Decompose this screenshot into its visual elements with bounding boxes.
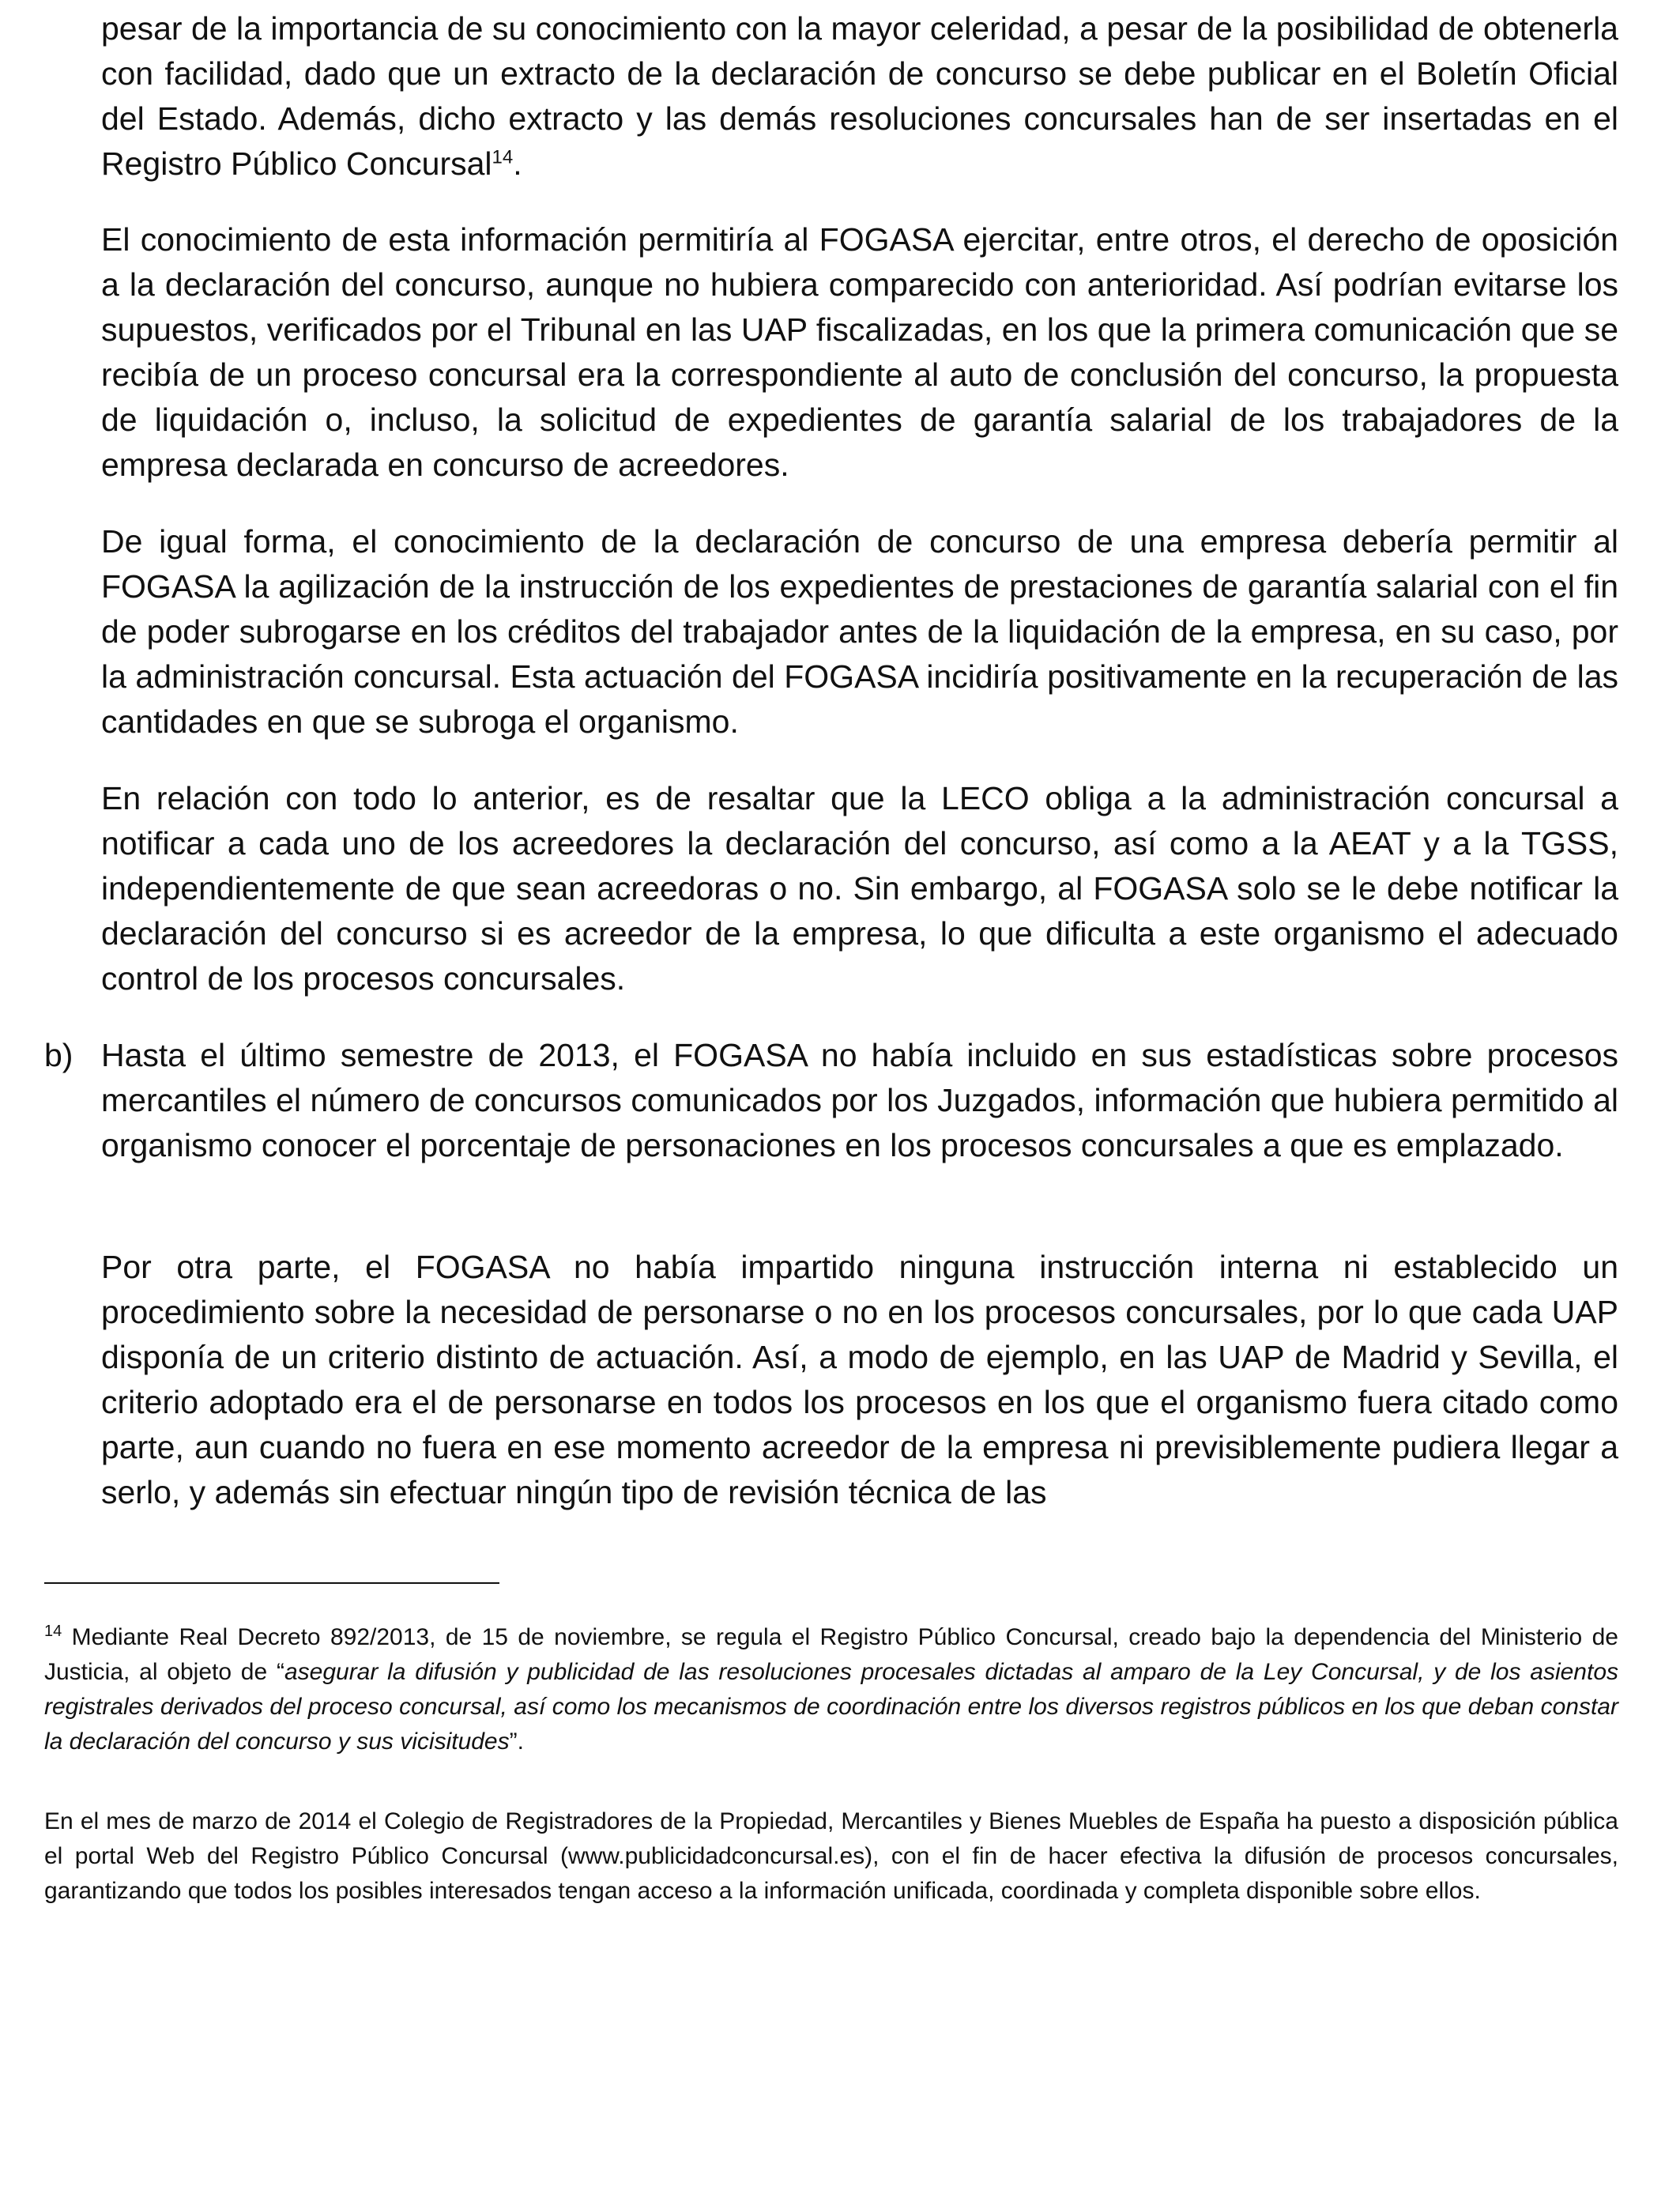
list-item-b bbox=[44, 1033, 1618, 1168]
footnote-quote: asegurar la difusión y publicidad de las resoluciones procesales dictadas al amparo de la Ley Concursal, y de los asientos registrales derivados del proceso concursal, así como los mecanismos de coordinación entre los diversos registros públicos en los que deban constar la declaración del concurso y sus vicisitudes bbox=[44, 1659, 1619, 1755]
footnote-14 bbox=[44, 1620, 1618, 1759]
footnote-tail: ”. bbox=[509, 1728, 524, 1755]
paragraph-instruccion-interna: Por otra parte, el FOGASA no había impartido ninguna instrucción interna ni establecido un procedimiento sobre la necesidad de personarse o no en los procesos concursales, por lo que cada UAP disponía de un criterio distinto de actuación. Así, a modo de ejemplo, en las UAP de Madrid y Sevilla, el criterio adoptado era el de personarse en todos los procesos en los que el organismo fuera citado como parte, aun cuando no fuera en ese momento acreedor de la empresa ni previsiblemente pudiera llegar a serlo, y además sin efectuar ningún tipo de revisión técnica de las bbox=[101, 1249, 1618, 1510]
footnote-reference[interactable]: 14 bbox=[492, 146, 514, 168]
paragraph-leco-notificacion: En relación con todo lo anterior, es de resaltar que la LECO obliga a la administración concursal a notificar a cada uno de los acreedores la declaración del concurso, así como a la AEAT y a la TGSS, independientemente de que sean acreedoras o no. Sin embargo, al FOGASA solo se le debe notificar la declaración del concurso si es acreedor de la empresa, lo que dificulta a este organismo el adecuado control de los procesos concursales. bbox=[101, 780, 1618, 997]
footnote-14-continuation: En el mes de marzo de 2014 el Colegio de Registradores de la Propiedad, Mercantiles y Bienes Muebles de España ha puesto a disposición pública el portal Web del Registro Público Concursal (www.publicidadconcursal.es), con el fin de hacer efectiva la difusión de procesos concursales, garantizando que todos los posibles interesados tengan acceso a la información unificada, coordinada y completa disponible sobre ellos. bbox=[44, 1808, 1618, 1904]
list-item-text: Hasta el último semestre de 2013, el FOGASA no había incluido en sus estadísticas sobre procesos mercantiles el número de concursos comunicados por los Juzgados, información que hubiera permitido al organismo conocer el porcentaje de personaciones en los procesos concursales a que es emplazado. bbox=[101, 1037, 1618, 1163]
paragraph-conocimiento-informacion: El conocimiento de esta información permitiría al FOGASA ejercitar, entre otros, el derecho de oposición a la declaración del concurso, aunque no hubiera comparecido con anterioridad. Así podrían evitarse los supuestos, verificados por el Tribunal en las UAP fiscalizadas, en los que la primera comunicación que se recibía de un proceso concursal era la correspondiente al auto de conclusión del concurso, la propuesta de liquidación o, incluso, la solicitud de expedientes de garantía salarial de los trabajadores de la empresa declarada en concurso de acreedores. bbox=[101, 221, 1618, 483]
paragraph-registro-publico bbox=[101, 6, 1618, 187]
footnote-separator bbox=[44, 1582, 499, 1584]
paragraph-end: . bbox=[513, 145, 522, 182]
paragraph-text: pesar de la importancia de su conocimiento con la mayor celeridad, a pesar de la posibilidad de obtenerla con facilidad, dado que un extracto de la declaración de concurso se debe publicar en el Boletín Oficial del Estado. Además, dicho extracto y las demás resoluciones concursales han de ser insertadas en el Registro Público Concursal bbox=[101, 10, 1618, 182]
paragraph-agilizacion: De igual forma, el conocimiento de la declaración de concurso de una empresa debería permitir al FOGASA la agilización de la instrucción de los expedientes de prestaciones de garantía salarial con el fin de poder subrogarse en los créditos del trabajador antes de la liquidación de la empresa, en su caso, por la administración concursal. Esta actuación del FOGASA incidiría positivamente en la recuperación de las cantidades en que se subroga el organismo. bbox=[101, 523, 1618, 740]
list-label: b) bbox=[44, 1037, 73, 1073]
footnote-number: 14 bbox=[44, 1623, 62, 1640]
footnote-lead: Mediante Real Decreto 892/2013, de 15 de noviembre, se regula el Registro Público Concursal, creado bajo la dependencia del Ministerio de Justicia, al objeto de “ bbox=[44, 1624, 1618, 1685]
